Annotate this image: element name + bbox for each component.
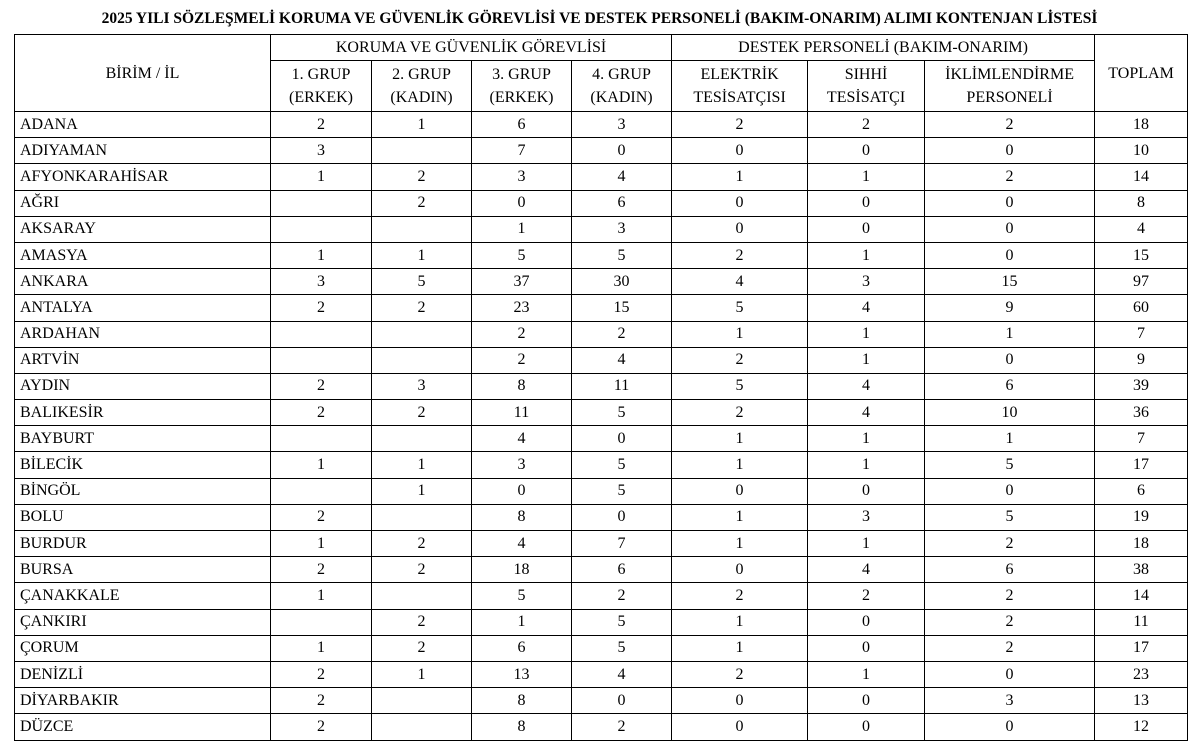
cell-toplam: 10 [1095,138,1188,164]
cell-value: 7 [572,531,672,557]
cell-value: 2 [808,583,925,609]
cell-toplam: 14 [1095,164,1188,190]
table-row [15,112,1188,138]
cell-il: ÇANAKKALE [15,583,271,609]
cell-value: 4 [808,373,925,399]
cell-value: 5 [572,242,672,268]
table-row [15,216,1188,242]
cell-toplam: 9 [1095,347,1188,373]
cell-il: DİYARBAKIR [15,688,271,714]
cell-value [372,216,472,242]
cell-value [271,426,372,452]
cell-value: 2 [925,164,1095,190]
header-group-destek: DESTEK PERSONELİ (BAKIM-ONARIM) [672,35,1095,61]
cell-value [271,216,372,242]
cell-value: 7 [472,138,572,164]
cell-value: 0 [472,190,572,216]
cell-value: 4 [572,347,672,373]
cell-value: 0 [925,138,1095,164]
cell-value: 1 [672,452,808,478]
cell-value: 2 [925,112,1095,138]
cell-value: 5 [472,242,572,268]
cell-value: 6 [925,557,1095,583]
cell-value: 4 [572,661,672,687]
cell-value: 2 [271,112,372,138]
cell-value: 8 [472,504,572,530]
cell-value: 1 [808,321,925,347]
cell-value [372,504,472,530]
cell-value: 1 [808,164,925,190]
cell-value: 0 [472,478,572,504]
cell-value: 0 [925,242,1095,268]
cell-value: 2 [925,583,1095,609]
cell-value: 3 [808,269,925,295]
header-col-2: 2. GRUP (KADIN) [372,61,472,112]
header-col-1: 1. GRUP (ERKEK) [271,61,372,112]
cell-value: 1 [271,242,372,268]
cell-value: 0 [672,714,808,740]
cell-value: 0 [808,478,925,504]
cell-value: 1 [672,635,808,661]
cell-value: 2 [271,714,372,740]
cell-value: 0 [672,216,808,242]
cell-value: 2 [808,112,925,138]
cell-value: 0 [572,688,672,714]
cell-toplam: 39 [1095,373,1188,399]
table-row [15,557,1188,583]
cell-value [271,190,372,216]
cell-value: 6 [572,557,672,583]
cell-il: BALIKESİR [15,400,271,426]
header-col-7: İKLİMLENDİRME PERSONELİ [925,61,1095,112]
cell-value: 10 [925,400,1095,426]
cell-value: 4 [472,426,572,452]
table-row [15,373,1188,399]
cell-value: 0 [672,138,808,164]
table-row [15,242,1188,268]
cell-value: 1 [808,347,925,373]
cell-toplam: 17 [1095,452,1188,478]
cell-value [372,138,472,164]
cell-value: 2 [372,609,472,635]
cell-value: 1 [271,164,372,190]
cell-value: 0 [808,635,925,661]
table-row [15,531,1188,557]
table-row [15,609,1188,635]
cell-value: 3 [271,269,372,295]
cell-value: 2 [372,400,472,426]
cell-il: ADIYAMAN [15,138,271,164]
cell-il: ANKARA [15,269,271,295]
cell-value: 2 [271,688,372,714]
cell-value: 1 [672,321,808,347]
cell-value: 1 [925,426,1095,452]
cell-value: 37 [472,269,572,295]
cell-il: AKSARAY [15,216,271,242]
cell-value: 0 [925,190,1095,216]
cell-value: 1 [808,531,925,557]
cell-value: 1 [808,426,925,452]
cell-il: BOLU [15,504,271,530]
cell-value: 0 [672,557,808,583]
cell-value: 8 [472,373,572,399]
cell-value: 0 [572,426,672,452]
cell-value: 5 [572,478,672,504]
cell-value: 3 [925,688,1095,714]
cell-toplam: 4 [1095,216,1188,242]
cell-value: 5 [672,373,808,399]
cell-value: 2 [572,714,672,740]
cell-value: 1 [472,609,572,635]
table-row [15,295,1188,321]
cell-value: 5 [572,609,672,635]
cell-toplam: 17 [1095,635,1188,661]
table-row [15,347,1188,373]
cell-il: BİNGÖL [15,478,271,504]
cell-il: BURDUR [15,531,271,557]
cell-value: 0 [925,714,1095,740]
cell-value: 1 [925,321,1095,347]
cell-value [271,478,372,504]
cell-value: 2 [672,242,808,268]
cell-value [271,609,372,635]
cell-value: 4 [808,400,925,426]
cell-value: 8 [472,688,572,714]
cell-value: 1 [372,661,472,687]
cell-value: 5 [925,504,1095,530]
cell-value: 6 [472,112,572,138]
cell-value: 0 [808,216,925,242]
cell-value: 4 [808,295,925,321]
cell-value: 2 [572,321,672,347]
table-row [15,452,1188,478]
cell-value: 2 [672,400,808,426]
cell-value: 8 [472,714,572,740]
cell-value: 11 [472,400,572,426]
header-col-6: SIHHİ TESİSATÇI [808,61,925,112]
cell-value: 30 [572,269,672,295]
cell-value: 5 [672,295,808,321]
cell-value: 4 [672,269,808,295]
table-header [15,35,1188,112]
cell-value: 0 [808,138,925,164]
cell-value [372,321,472,347]
cell-value: 15 [572,295,672,321]
cell-value: 2 [271,400,372,426]
cell-il: BİLECİK [15,452,271,478]
cell-value: 5 [472,583,572,609]
header-group-koruma: KORUMA VE GÜVENLİK GÖREVLİSİ [271,35,672,61]
cell-value: 5 [572,635,672,661]
cell-toplam: 14 [1095,583,1188,609]
cell-value: 1 [271,635,372,661]
cell-value: 0 [672,190,808,216]
cell-toplam: 18 [1095,531,1188,557]
cell-value: 2 [672,112,808,138]
cell-value: 2 [672,583,808,609]
table-row [15,478,1188,504]
cell-toplam: 8 [1095,190,1188,216]
cell-value: 6 [925,373,1095,399]
cell-value: 2 [672,661,808,687]
cell-value: 2 [372,531,472,557]
cell-value: 0 [672,478,808,504]
cell-value: 4 [808,557,925,583]
cell-value: 23 [472,295,572,321]
cell-value: 18 [472,557,572,583]
cell-value: 1 [672,609,808,635]
cell-value: 0 [572,504,672,530]
cell-value: 5 [925,452,1095,478]
cell-toplam: 11 [1095,609,1188,635]
cell-il: ÇANKIRI [15,609,271,635]
table-row [15,504,1188,530]
cell-value: 4 [572,164,672,190]
cell-value: 0 [925,347,1095,373]
cell-value [372,714,472,740]
cell-value [372,688,472,714]
cell-il: DENİZLİ [15,661,271,687]
cell-il: ANTALYA [15,295,271,321]
cell-value: 1 [271,583,372,609]
cell-value [372,347,472,373]
cell-il: AFYONKARAHİSAR [15,164,271,190]
cell-value: 2 [372,190,472,216]
cell-value: 2 [372,295,472,321]
cell-value: 1 [808,452,925,478]
cell-toplam: 97 [1095,269,1188,295]
cell-value: 0 [808,190,925,216]
quota-table [14,34,1188,741]
cell-il: DÜZCE [15,714,271,740]
table-row [15,269,1188,295]
cell-il: ÇORUM [15,635,271,661]
cell-value: 0 [808,714,925,740]
header-birim: BİRİM / İL [15,35,271,112]
cell-value: 2 [271,557,372,583]
cell-value: 2 [925,609,1095,635]
cell-il: ADANA [15,112,271,138]
cell-value: 0 [808,609,925,635]
cell-value: 2 [572,583,672,609]
table-row [15,138,1188,164]
table-body [15,112,1188,741]
cell-value: 0 [925,216,1095,242]
cell-value: 1 [271,452,372,478]
cell-value: 2 [472,347,572,373]
table-row [15,661,1188,687]
cell-toplam: 23 [1095,661,1188,687]
cell-value: 3 [472,164,572,190]
cell-toplam: 38 [1095,557,1188,583]
cell-toplam: 7 [1095,321,1188,347]
cell-value: 3 [372,373,472,399]
cell-value: 2 [925,531,1095,557]
cell-value: 2 [271,504,372,530]
table-row [15,583,1188,609]
cell-value: 1 [372,478,472,504]
cell-value: 6 [472,635,572,661]
cell-value: 3 [572,216,672,242]
cell-il: ARTVİN [15,347,271,373]
header-toplam: TOPLAM [1095,35,1188,112]
cell-value: 3 [572,112,672,138]
cell-value: 2 [271,295,372,321]
cell-value: 1 [271,531,372,557]
cell-value [372,583,472,609]
cell-value: 13 [472,661,572,687]
table-row [15,164,1188,190]
cell-value: 1 [672,164,808,190]
cell-value: 1 [472,216,572,242]
cell-value: 0 [672,688,808,714]
cell-value: 3 [808,504,925,530]
cell-value: 1 [808,661,925,687]
table-row [15,635,1188,661]
cell-value: 5 [572,400,672,426]
table-row [15,426,1188,452]
cell-value: 1 [672,531,808,557]
table-row [15,714,1188,740]
cell-value: 5 [572,452,672,478]
cell-value: 15 [925,269,1095,295]
cell-toplam: 13 [1095,688,1188,714]
cell-value: 1 [372,112,472,138]
cell-toplam: 15 [1095,242,1188,268]
cell-value: 2 [472,321,572,347]
cell-value [372,426,472,452]
cell-il: BURSA [15,557,271,583]
table-row [15,190,1188,216]
header-col-3: 3. GRUP (ERKEK) [472,61,572,112]
cell-value: 9 [925,295,1095,321]
cell-value [271,347,372,373]
page-title: 2025 YILI SÖZLEŞMELİ KORUMA VE GÜVENLİK GÖREVLİSİ VE DESTEK PERSONELİ (BAKIM-ONARIM) ALIMI KONTENJAN LİSTESİ [101,10,1098,27]
cell-value: 2 [372,164,472,190]
cell-toplam: 36 [1095,400,1188,426]
cell-value: 0 [925,478,1095,504]
cell-toplam: 7 [1095,426,1188,452]
cell-il: AYDIN [15,373,271,399]
cell-value: 0 [808,688,925,714]
cell-toplam: 60 [1095,295,1188,321]
cell-value [271,321,372,347]
cell-toplam: 12 [1095,714,1188,740]
cell-toplam: 6 [1095,478,1188,504]
cell-toplam: 18 [1095,112,1188,138]
cell-value: 2 [271,661,372,687]
cell-value: 1 [672,426,808,452]
cell-value: 1 [672,504,808,530]
cell-value: 0 [572,138,672,164]
table-row [15,688,1188,714]
table-row [15,321,1188,347]
cell-value: 1 [808,242,925,268]
cell-value: 11 [572,373,672,399]
cell-value: 6 [572,190,672,216]
cell-toplam: 19 [1095,504,1188,530]
cell-value: 1 [372,242,472,268]
cell-il: BAYBURT [15,426,271,452]
cell-value: 2 [925,635,1095,661]
cell-il: ARDAHAN [15,321,271,347]
header-col-4: 4. GRUP (KADIN) [572,61,672,112]
cell-value: 2 [372,635,472,661]
header-col-5: ELEKTRİK TESİSATÇISI [672,61,808,112]
cell-il: AMASYA [15,242,271,268]
cell-value: 1 [372,452,472,478]
cell-value: 2 [672,347,808,373]
cell-value: 2 [271,373,372,399]
cell-il: AĞRI [15,190,271,216]
cell-value: 5 [372,269,472,295]
cell-value: 0 [925,661,1095,687]
table-row [15,400,1188,426]
cell-value: 3 [271,138,372,164]
cell-value: 2 [372,557,472,583]
cell-value: 4 [472,531,572,557]
cell-value: 3 [472,452,572,478]
